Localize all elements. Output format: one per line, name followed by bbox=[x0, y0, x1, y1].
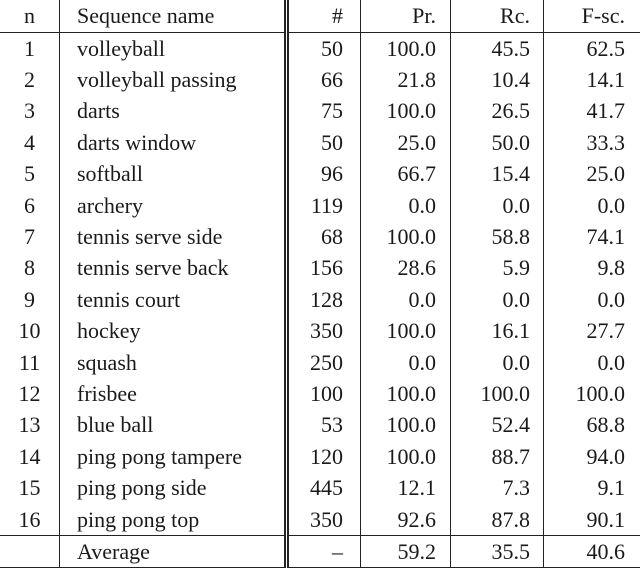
cell-recall: 0.0 bbox=[451, 190, 544, 221]
cell-recall: 45.5 bbox=[451, 32, 544, 64]
table-body bbox=[0, 32, 640, 536]
cell-fscore: 14.1 bbox=[586, 66, 625, 92]
cell-count: 50 bbox=[287, 32, 361, 64]
table-row bbox=[0, 315, 640, 346]
table-row bbox=[0, 32, 640, 64]
cell-fscore: 27.7 bbox=[586, 318, 625, 344]
cell-n: 16 bbox=[0, 504, 60, 536]
cell-sequence-name: volleyball passing bbox=[60, 64, 287, 95]
footer-recall: 35.5 bbox=[451, 536, 544, 568]
cell-recall: 52.4 bbox=[451, 409, 544, 440]
table-row bbox=[0, 252, 640, 283]
cell-n: 14 bbox=[0, 441, 60, 472]
cell-sequence-name: ping pong top bbox=[60, 504, 287, 536]
cell-sequence-name: archery bbox=[60, 190, 287, 221]
cell-fscore: 90.1 bbox=[586, 506, 625, 532]
cell-recall: 100.0 bbox=[451, 378, 544, 409]
cell-precision: 100.0 bbox=[361, 378, 451, 409]
cell-recall: 0.0 bbox=[451, 284, 544, 315]
footer-precision: 59.2 bbox=[361, 536, 451, 568]
header-row bbox=[0, 0, 640, 32]
cell-sequence-name: blue ball bbox=[60, 409, 287, 440]
cell-n: 15 bbox=[0, 472, 60, 503]
cell-sequence-name: volleyball bbox=[60, 32, 287, 64]
footer-n bbox=[0, 536, 60, 568]
cell-n: 13 bbox=[0, 409, 60, 440]
cell-precision: 12.1 bbox=[361, 472, 451, 503]
cell-recall: 88.7 bbox=[451, 441, 544, 472]
cell-n: 4 bbox=[0, 127, 60, 158]
cell-recall: 26.5 bbox=[451, 95, 544, 126]
table-row bbox=[0, 158, 640, 189]
cell-recall: 10.4 bbox=[451, 64, 544, 95]
cell-precision: 0.0 bbox=[361, 347, 451, 378]
cell-sequence-name: darts window bbox=[60, 127, 287, 158]
table-row bbox=[0, 472, 640, 503]
footer-label: Average bbox=[60, 536, 287, 568]
cell-count: 53 bbox=[287, 409, 361, 440]
header-precision: Pr. bbox=[361, 0, 451, 32]
table-row bbox=[0, 284, 640, 315]
average-row bbox=[0, 536, 640, 568]
cell-fscore: 0.0 bbox=[597, 349, 625, 375]
cell-n: 2 bbox=[0, 64, 60, 95]
cell-count: 120 bbox=[287, 441, 361, 472]
cell-count: 445 bbox=[287, 472, 361, 503]
cell-precision: 100.0 bbox=[361, 441, 451, 472]
cell-precision: 0.0 bbox=[361, 190, 451, 221]
cell-sequence-name: darts bbox=[60, 95, 287, 126]
cell-sequence-name: ping pong side bbox=[60, 472, 287, 503]
table-row bbox=[0, 95, 640, 126]
header-recall: Rc. bbox=[451, 0, 544, 32]
cell-count: 75 bbox=[287, 95, 361, 126]
cell-sequence-name: tennis serve side bbox=[60, 221, 287, 252]
cell-fscore: 62.5 bbox=[586, 35, 625, 61]
cell-n: 6 bbox=[0, 190, 60, 221]
cell-fscore: 33.3 bbox=[586, 129, 625, 155]
cell-n: 3 bbox=[0, 95, 60, 126]
table-row bbox=[0, 409, 640, 440]
cell-n: 5 bbox=[0, 158, 60, 189]
table-row bbox=[0, 441, 640, 472]
header-n: n bbox=[0, 0, 60, 32]
cell-fscore: 100.0 bbox=[575, 380, 625, 406]
cell-count: 50 bbox=[287, 127, 361, 158]
cell-fscore: 9.1 bbox=[597, 475, 625, 501]
cell-precision: 100.0 bbox=[361, 95, 451, 126]
cell-n: 10 bbox=[0, 315, 60, 346]
cell-recall: 15.4 bbox=[451, 158, 544, 189]
cell-fscore: 0.0 bbox=[597, 286, 625, 312]
cell-recall: 16.1 bbox=[451, 315, 544, 346]
table-row bbox=[0, 190, 640, 221]
cell-recall: 0.0 bbox=[451, 347, 544, 378]
cell-precision: 100.0 bbox=[361, 221, 451, 252]
cell-precision: 100.0 bbox=[361, 409, 451, 440]
cell-recall: 50.0 bbox=[451, 127, 544, 158]
table-row bbox=[0, 378, 640, 409]
cell-sequence-name: softball bbox=[60, 158, 287, 189]
cell-count: 68 bbox=[287, 221, 361, 252]
cell-precision: 25.0 bbox=[361, 127, 451, 158]
cell-count: 350 bbox=[287, 315, 361, 346]
table-row bbox=[0, 64, 640, 95]
cell-count: 250 bbox=[287, 347, 361, 378]
header-count: # bbox=[287, 0, 361, 32]
cell-precision: 92.6 bbox=[361, 504, 451, 536]
cell-n: 9 bbox=[0, 284, 60, 315]
cell-fscore: 74.1 bbox=[586, 223, 625, 249]
cell-precision: 28.6 bbox=[361, 252, 451, 283]
cell-count: 119 bbox=[287, 190, 361, 221]
cell-count: 156 bbox=[287, 252, 361, 283]
cell-fscore: 9.8 bbox=[597, 255, 625, 281]
cell-fscore: 68.8 bbox=[586, 412, 625, 438]
cell-sequence-name: ping pong tampere bbox=[60, 441, 287, 472]
cell-count: 128 bbox=[287, 284, 361, 315]
table-row bbox=[0, 347, 640, 378]
cell-fscore: 25.0 bbox=[586, 161, 625, 187]
cell-precision: 0.0 bbox=[361, 284, 451, 315]
cell-precision: 100.0 bbox=[361, 315, 451, 346]
footer-fscore: 40.6 bbox=[586, 539, 625, 564]
table-row bbox=[0, 504, 640, 536]
table-row bbox=[0, 221, 640, 252]
cell-sequence-name: tennis court bbox=[60, 284, 287, 315]
header-sequence-name: Sequence name bbox=[60, 0, 287, 32]
table-row bbox=[0, 127, 640, 158]
header-fscore: F-sc. bbox=[581, 3, 625, 29]
cell-recall: 58.8 bbox=[451, 221, 544, 252]
cell-precision: 66.7 bbox=[361, 158, 451, 189]
cell-count: 350 bbox=[287, 504, 361, 536]
cell-n: 12 bbox=[0, 378, 60, 409]
cell-precision: 21.8 bbox=[361, 64, 451, 95]
cell-sequence-name: tennis serve back bbox=[60, 252, 287, 283]
cell-n: 11 bbox=[0, 347, 60, 378]
cell-n: 1 bbox=[0, 32, 60, 64]
cell-count: 96 bbox=[287, 158, 361, 189]
cell-recall: 87.8 bbox=[451, 504, 544, 536]
cell-fscore: 41.7 bbox=[586, 98, 625, 124]
cell-count: 100 bbox=[287, 378, 361, 409]
cell-sequence-name: squash bbox=[60, 347, 287, 378]
cell-recall: 5.9 bbox=[451, 252, 544, 283]
cell-recall: 7.3 bbox=[451, 472, 544, 503]
cell-sequence-name: hockey bbox=[60, 315, 287, 346]
cell-sequence-name: frisbee bbox=[60, 378, 287, 409]
cell-n: 7 bbox=[0, 221, 60, 252]
cell-n: 8 bbox=[0, 252, 60, 283]
cell-fscore: 0.0 bbox=[597, 192, 625, 218]
footer-count: – bbox=[287, 536, 361, 568]
cell-count: 66 bbox=[287, 64, 361, 95]
cell-fscore: 94.0 bbox=[586, 443, 625, 469]
cell-precision: 100.0 bbox=[361, 32, 451, 64]
